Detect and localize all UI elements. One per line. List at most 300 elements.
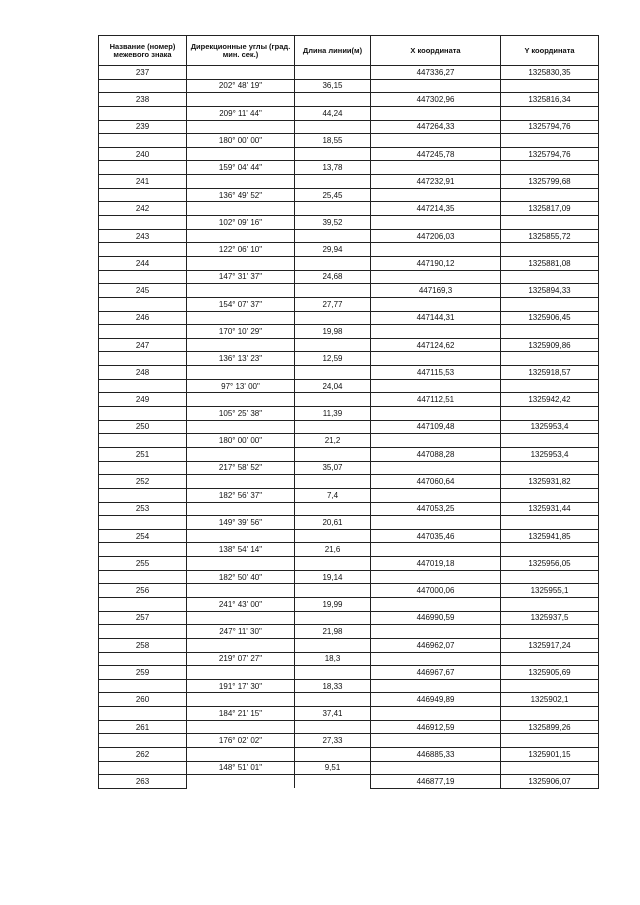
y-coordinate-cell: 1325794,76 <box>501 147 599 161</box>
length-cell: 9,51 <box>295 761 371 775</box>
empty-cell <box>371 488 501 502</box>
angle-cell: 105° 25' 38" <box>187 407 295 421</box>
y-coordinate-cell: 1325899,26 <box>501 720 599 734</box>
angle-cell: 191° 17' 30" <box>187 679 295 693</box>
length-cell: 29,94 <box>295 243 371 257</box>
table-row <box>99 393 599 407</box>
y-coordinate-cell: 1325918,57 <box>501 366 599 380</box>
y-coordinate-cell: 1325909,86 <box>501 338 599 352</box>
empty-cell <box>371 79 501 93</box>
x-coordinate-cell: 447302,96 <box>371 93 501 107</box>
table-row <box>99 775 599 789</box>
empty-cell <box>99 434 187 448</box>
empty-cell <box>295 447 371 461</box>
x-coordinate-cell: 447109,48 <box>371 420 501 434</box>
angle-cell: 147° 31' 37" <box>187 270 295 284</box>
point-name-cell: 255 <box>99 557 187 571</box>
empty-cell <box>295 748 371 762</box>
empty-cell <box>187 93 295 107</box>
y-coordinate-cell: 1325937,5 <box>501 611 599 625</box>
table-row <box>99 611 599 625</box>
point-name-cell: 239 <box>99 120 187 134</box>
angle-cell: 219° 07' 27" <box>187 652 295 666</box>
point-name-cell: 254 <box>99 529 187 543</box>
length-cell: 19,99 <box>295 597 371 611</box>
angle-cell: 148° 51' 01" <box>187 761 295 775</box>
angle-cell: 180° 00' 00" <box>187 134 295 148</box>
table-row <box>99 570 599 584</box>
empty-cell <box>371 625 501 639</box>
x-coordinate-cell: 446949,89 <box>371 693 501 707</box>
empty-cell <box>99 516 187 530</box>
empty-cell <box>371 407 501 421</box>
length-cell: 21,2 <box>295 434 371 448</box>
length-cell: 21,98 <box>295 625 371 639</box>
empty-cell <box>187 775 295 789</box>
length-cell: 18,33 <box>295 679 371 693</box>
angle-cell: 182° 56' 37" <box>187 488 295 502</box>
empty-cell <box>99 679 187 693</box>
empty-cell <box>295 284 371 298</box>
y-coordinate-cell: 1325906,07 <box>501 775 599 789</box>
length-cell: 35,07 <box>295 461 371 475</box>
empty-cell <box>99 379 187 393</box>
y-coordinate-cell: 1325953,4 <box>501 420 599 434</box>
y-coordinate-cell: 1325894,33 <box>501 284 599 298</box>
empty-cell <box>371 734 501 748</box>
empty-cell <box>371 597 501 611</box>
x-coordinate-cell: 447019,18 <box>371 557 501 571</box>
length-cell: 36,15 <box>295 79 371 93</box>
empty-cell <box>99 188 187 202</box>
empty-cell <box>295 420 371 434</box>
empty-cell <box>295 557 371 571</box>
empty-cell <box>371 434 501 448</box>
empty-cell <box>501 407 599 421</box>
empty-cell <box>371 161 501 175</box>
table-row <box>99 175 599 189</box>
empty-cell <box>501 79 599 93</box>
table-row <box>99 625 599 639</box>
empty-cell <box>187 420 295 434</box>
header-length: Длина линии(м) <box>295 36 371 66</box>
empty-cell <box>501 679 599 693</box>
table-row <box>99 652 599 666</box>
angle-cell: 241° 43' 00" <box>187 597 295 611</box>
point-name-cell: 261 <box>99 720 187 734</box>
point-name-cell: 256 <box>99 584 187 598</box>
y-coordinate-cell: 1325906,45 <box>501 311 599 325</box>
table-row <box>99 161 599 175</box>
x-coordinate-cell: 447206,03 <box>371 229 501 243</box>
empty-cell <box>187 120 295 134</box>
x-coordinate-cell: 446885,33 <box>371 748 501 762</box>
angle-cell: 136° 49' 52" <box>187 188 295 202</box>
length-cell: 20,61 <box>295 516 371 530</box>
empty-cell <box>501 106 599 120</box>
empty-cell <box>99 352 187 366</box>
length-cell: 18,55 <box>295 134 371 148</box>
x-coordinate-cell: 447000,06 <box>371 584 501 598</box>
empty-cell <box>501 243 599 257</box>
table-row <box>99 516 599 530</box>
point-name-cell: 244 <box>99 256 187 270</box>
point-name-cell: 250 <box>99 420 187 434</box>
empty-cell <box>99 652 187 666</box>
y-coordinate-cell: 1325799,68 <box>501 175 599 189</box>
y-coordinate-cell: 1325931,82 <box>501 475 599 489</box>
empty-cell <box>371 707 501 721</box>
empty-cell <box>295 475 371 489</box>
table-row <box>99 284 599 298</box>
empty-cell <box>371 106 501 120</box>
empty-cell <box>187 447 295 461</box>
empty-cell <box>99 297 187 311</box>
empty-cell <box>501 325 599 339</box>
angle-cell: 97° 13' 00" <box>187 379 295 393</box>
empty-cell <box>501 134 599 148</box>
table-row <box>99 120 599 134</box>
empty-cell <box>187 611 295 625</box>
point-name-cell: 237 <box>99 66 187 80</box>
table-header-row <box>99 36 599 66</box>
table-row <box>99 216 599 230</box>
empty-cell <box>187 284 295 298</box>
x-coordinate-cell: 447232,91 <box>371 175 501 189</box>
x-coordinate-cell: 447115,53 <box>371 366 501 380</box>
empty-cell <box>187 693 295 707</box>
table-row <box>99 338 599 352</box>
angle-cell: 149° 39' 56" <box>187 516 295 530</box>
empty-cell <box>295 584 371 598</box>
point-name-cell: 245 <box>99 284 187 298</box>
empty-cell <box>371 216 501 230</box>
empty-cell <box>295 175 371 189</box>
y-coordinate-cell: 1325794,76 <box>501 120 599 134</box>
empty-cell <box>295 256 371 270</box>
x-coordinate-cell: 447169,3 <box>371 284 501 298</box>
empty-cell <box>187 557 295 571</box>
x-coordinate-cell: 446877,19 <box>371 775 501 789</box>
table-row <box>99 352 599 366</box>
empty-cell <box>99 79 187 93</box>
point-name-cell: 249 <box>99 393 187 407</box>
empty-cell <box>295 120 371 134</box>
empty-cell <box>99 407 187 421</box>
angle-cell: 184° 21' 15" <box>187 707 295 721</box>
table-row <box>99 147 599 161</box>
table-row <box>99 502 599 516</box>
empty-cell <box>187 720 295 734</box>
point-name-cell: 241 <box>99 175 187 189</box>
empty-cell <box>295 693 371 707</box>
length-cell: 27,77 <box>295 297 371 311</box>
point-name-cell: 257 <box>99 611 187 625</box>
empty-cell <box>295 311 371 325</box>
empty-cell <box>501 379 599 393</box>
y-coordinate-cell: 1325942,42 <box>501 393 599 407</box>
header-x: X координата <box>371 36 501 66</box>
empty-cell <box>371 679 501 693</box>
empty-cell <box>295 611 371 625</box>
empty-cell <box>187 175 295 189</box>
length-cell: 12,59 <box>295 352 371 366</box>
table-row <box>99 666 599 680</box>
y-coordinate-cell: 1325905,69 <box>501 666 599 680</box>
table-row <box>99 638 599 652</box>
length-cell: 24,04 <box>295 379 371 393</box>
header-y: Y координата <box>501 36 599 66</box>
empty-cell <box>99 625 187 639</box>
table-row <box>99 297 599 311</box>
angle-cell: 138° 54' 14" <box>187 543 295 557</box>
table-row <box>99 202 599 216</box>
x-coordinate-cell: 447053,25 <box>371 502 501 516</box>
empty-cell <box>99 734 187 748</box>
table-row <box>99 134 599 148</box>
table-row <box>99 256 599 270</box>
angle-cell: 122° 06' 10" <box>187 243 295 257</box>
table-row <box>99 188 599 202</box>
empty-cell <box>99 543 187 557</box>
point-name-cell: 251 <box>99 447 187 461</box>
angle-cell: 180° 00' 00" <box>187 434 295 448</box>
header-angles: Дирекционные углы (град. мин. сек.) <box>187 36 295 66</box>
angle-cell: 176° 02' 02" <box>187 734 295 748</box>
empty-cell <box>187 475 295 489</box>
angle-cell: 217° 58' 52" <box>187 461 295 475</box>
empty-cell <box>295 393 371 407</box>
angle-cell: 202° 48' 19" <box>187 79 295 93</box>
empty-cell <box>187 311 295 325</box>
empty-cell <box>187 147 295 161</box>
y-coordinate-cell: 1325816,34 <box>501 93 599 107</box>
y-coordinate-cell: 1325931,44 <box>501 502 599 516</box>
point-name-cell: 248 <box>99 366 187 380</box>
y-coordinate-cell: 1325955,1 <box>501 584 599 598</box>
y-coordinate-cell: 1325956,05 <box>501 557 599 571</box>
empty-cell <box>371 134 501 148</box>
table-row <box>99 734 599 748</box>
table-row <box>99 679 599 693</box>
empty-cell <box>295 529 371 543</box>
y-coordinate-cell: 1325830,35 <box>501 66 599 80</box>
x-coordinate-cell: 447124,62 <box>371 338 501 352</box>
table-row <box>99 270 599 284</box>
empty-cell <box>371 543 501 557</box>
angle-cell: 209° 11' 44" <box>187 106 295 120</box>
empty-cell <box>501 434 599 448</box>
point-name-cell: 246 <box>99 311 187 325</box>
empty-cell <box>295 666 371 680</box>
empty-cell <box>187 638 295 652</box>
empty-cell <box>187 584 295 598</box>
angle-cell: 136° 13' 23" <box>187 352 295 366</box>
coordinates-table <box>98 35 599 789</box>
empty-cell <box>501 297 599 311</box>
empty-cell <box>371 352 501 366</box>
table-row <box>99 106 599 120</box>
empty-cell <box>99 243 187 257</box>
length-cell: 44,24 <box>295 106 371 120</box>
point-name-cell: 260 <box>99 693 187 707</box>
y-coordinate-cell: 1325953,4 <box>501 447 599 461</box>
angle-cell: 154° 07' 37" <box>187 297 295 311</box>
x-coordinate-cell: 447214,35 <box>371 202 501 216</box>
empty-cell <box>371 297 501 311</box>
empty-cell <box>501 707 599 721</box>
empty-cell <box>99 270 187 284</box>
empty-cell <box>371 761 501 775</box>
empty-cell <box>187 229 295 243</box>
empty-cell <box>501 652 599 666</box>
empty-cell <box>371 325 501 339</box>
x-coordinate-cell: 447144,31 <box>371 311 501 325</box>
x-coordinate-cell: 447088,28 <box>371 447 501 461</box>
table-row <box>99 311 599 325</box>
x-coordinate-cell: 447264,33 <box>371 120 501 134</box>
point-name-cell: 262 <box>99 748 187 762</box>
empty-cell <box>187 502 295 516</box>
y-coordinate-cell: 1325901,15 <box>501 748 599 762</box>
x-coordinate-cell: 447060,64 <box>371 475 501 489</box>
table-row <box>99 447 599 461</box>
empty-cell <box>371 461 501 475</box>
y-coordinate-cell: 1325817,09 <box>501 202 599 216</box>
empty-cell <box>99 570 187 584</box>
empty-cell <box>295 93 371 107</box>
empty-cell <box>99 597 187 611</box>
empty-cell <box>295 229 371 243</box>
x-coordinate-cell: 446967,67 <box>371 666 501 680</box>
x-coordinate-cell: 447190,12 <box>371 256 501 270</box>
y-coordinate-cell: 1325881,08 <box>501 256 599 270</box>
x-coordinate-cell: 446990,59 <box>371 611 501 625</box>
x-coordinate-cell: 446912,59 <box>371 720 501 734</box>
point-name-cell: 253 <box>99 502 187 516</box>
angle-cell: 102° 09' 16" <box>187 216 295 230</box>
length-cell: 39,52 <box>295 216 371 230</box>
table-body <box>99 66 599 789</box>
angle-cell: 159° 04' 44" <box>187 161 295 175</box>
table-row <box>99 461 599 475</box>
empty-cell <box>295 638 371 652</box>
empty-cell <box>99 707 187 721</box>
empty-cell <box>371 270 501 284</box>
table-row <box>99 557 599 571</box>
table-row <box>99 229 599 243</box>
empty-cell <box>371 570 501 584</box>
table-row <box>99 707 599 721</box>
table-row <box>99 66 599 80</box>
empty-cell <box>187 338 295 352</box>
length-cell: 25,45 <box>295 188 371 202</box>
angle-cell: 247° 11' 30" <box>187 625 295 639</box>
table-row <box>99 420 599 434</box>
x-coordinate-cell: 447112,51 <box>371 393 501 407</box>
empty-cell <box>187 366 295 380</box>
empty-cell <box>501 625 599 639</box>
y-coordinate-cell: 1325917,24 <box>501 638 599 652</box>
empty-cell <box>501 734 599 748</box>
empty-cell <box>295 366 371 380</box>
angle-cell: 170° 10' 29" <box>187 325 295 339</box>
table-row <box>99 693 599 707</box>
empty-cell <box>501 597 599 611</box>
empty-cell <box>99 761 187 775</box>
empty-cell <box>295 147 371 161</box>
length-cell: 19,98 <box>295 325 371 339</box>
empty-cell <box>371 652 501 666</box>
table-row <box>99 584 599 598</box>
point-name-cell: 252 <box>99 475 187 489</box>
table-row <box>99 434 599 448</box>
table-row <box>99 488 599 502</box>
empty-cell <box>99 325 187 339</box>
y-coordinate-cell: 1325902,1 <box>501 693 599 707</box>
length-cell: 37,41 <box>295 707 371 721</box>
table-row <box>99 407 599 421</box>
table-row <box>99 475 599 489</box>
length-cell: 21,6 <box>295 543 371 557</box>
empty-cell <box>501 461 599 475</box>
empty-cell <box>501 516 599 530</box>
empty-cell <box>371 188 501 202</box>
empty-cell <box>187 202 295 216</box>
empty-cell <box>295 338 371 352</box>
length-cell: 18,3 <box>295 652 371 666</box>
empty-cell <box>501 161 599 175</box>
empty-cell <box>295 775 371 789</box>
length-cell: 19,14 <box>295 570 371 584</box>
table-row <box>99 597 599 611</box>
empty-cell <box>501 352 599 366</box>
point-name-cell: 240 <box>99 147 187 161</box>
empty-cell <box>501 488 599 502</box>
table-row <box>99 325 599 339</box>
y-coordinate-cell: 1325855,72 <box>501 229 599 243</box>
length-cell: 7,4 <box>295 488 371 502</box>
empty-cell <box>371 516 501 530</box>
table-row <box>99 93 599 107</box>
empty-cell <box>295 720 371 734</box>
table-row <box>99 720 599 734</box>
empty-cell <box>187 529 295 543</box>
empty-cell <box>187 256 295 270</box>
empty-cell <box>99 461 187 475</box>
length-cell: 11,39 <box>295 407 371 421</box>
table-row <box>99 761 599 775</box>
empty-cell <box>501 543 599 557</box>
empty-cell <box>99 161 187 175</box>
empty-cell <box>371 243 501 257</box>
empty-cell <box>295 66 371 80</box>
empty-cell <box>501 188 599 202</box>
empty-cell <box>99 106 187 120</box>
empty-cell <box>501 570 599 584</box>
y-coordinate-cell: 1325941,85 <box>501 529 599 543</box>
empty-cell <box>501 270 599 284</box>
empty-cell <box>99 134 187 148</box>
length-cell: 13,78 <box>295 161 371 175</box>
point-name-cell: 258 <box>99 638 187 652</box>
x-coordinate-cell: 446962,07 <box>371 638 501 652</box>
table-row <box>99 748 599 762</box>
empty-cell <box>501 761 599 775</box>
coordinates-document <box>98 35 598 789</box>
table-row <box>99 366 599 380</box>
angle-cell: 182° 50' 40" <box>187 570 295 584</box>
